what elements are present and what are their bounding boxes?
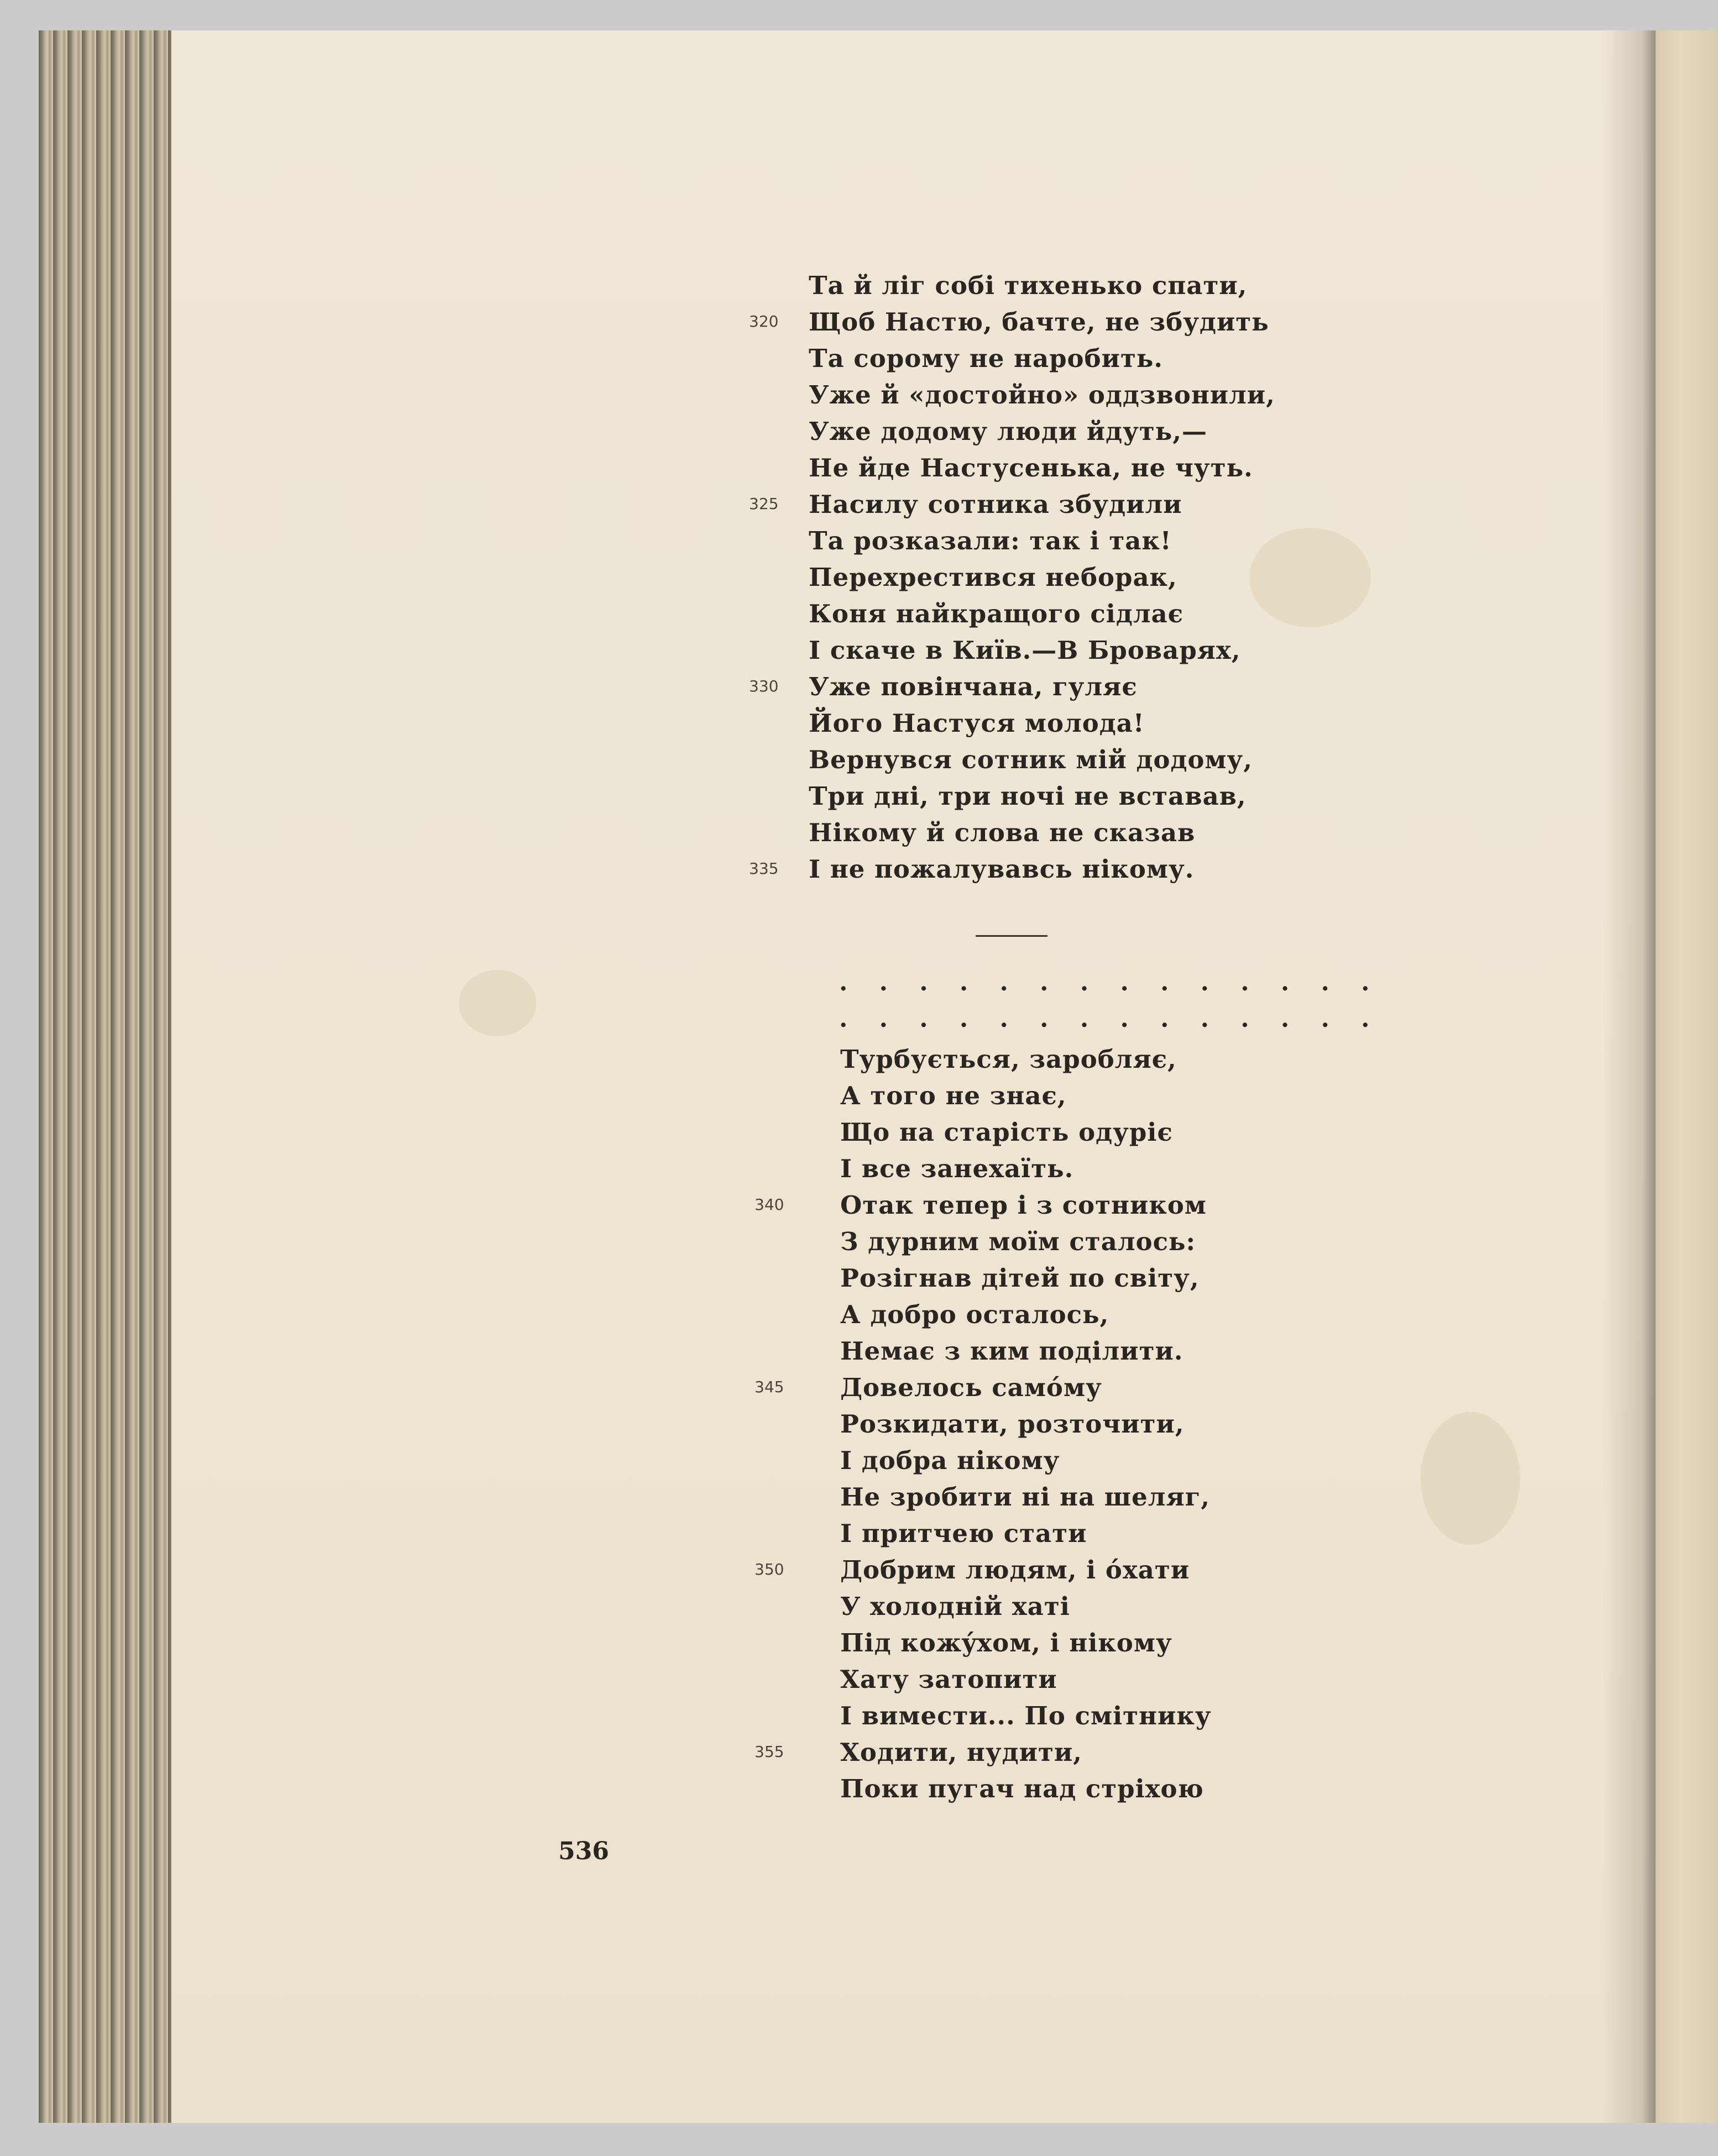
poem-line: Та й ліг собі тихенько спати,: [809, 271, 1248, 300]
line-number: 320: [749, 312, 779, 331]
poem-line: Довелось самóму: [840, 1373, 1102, 1402]
omission-dots: . . . . . . . . . . . . . .: [839, 1005, 1381, 1033]
poem-line: Під кожýхом, і нікому: [840, 1628, 1172, 1657]
poem-line: Добрим людям, і óхати: [840, 1555, 1190, 1585]
poem-line: Розігнав дітей по світу,: [840, 1263, 1200, 1293]
page-number: 536: [558, 1837, 609, 1865]
line-number: 325: [749, 495, 779, 513]
poem-line: Щоб Настю, бачте, не збудить: [809, 307, 1269, 337]
poem-line: І все занехаїть.: [840, 1154, 1074, 1183]
omission-dots: . . . . . . . . . . . . . .: [839, 968, 1381, 996]
poem-line: Та сорому не наробить.: [809, 344, 1164, 373]
poem-line: Що на старість одуріє: [840, 1118, 1173, 1147]
line-number: 355: [755, 1743, 784, 1761]
poem-line: Його Настуся молода!: [809, 709, 1145, 738]
poem-line: Вернувся сотник мій додому,: [809, 745, 1253, 774]
poem-line: Та розказали: так і так!: [809, 526, 1172, 555]
poem-line: І вимести... По смітнику: [840, 1701, 1212, 1730]
poem-line: І притчею стати: [840, 1519, 1087, 1548]
poem-line: Ходити, нудити,: [840, 1738, 1082, 1767]
poem-line: Отак тепер і з сотником: [840, 1190, 1207, 1220]
poem-line: Уже додому люди йдуть,—: [809, 417, 1208, 446]
poem-line: А добро осталось,: [840, 1300, 1109, 1329]
poem-line: Хату затопити: [840, 1665, 1057, 1694]
poem-line: І не пожалувавсь нікому.: [809, 854, 1195, 884]
line-number: 350: [755, 1560, 784, 1578]
poem-line: Уже повінчана, гуляє: [809, 672, 1138, 701]
poem-line: Три дні, три ночі не вставав,: [809, 781, 1246, 811]
poem-line: Не зробити ні на шеляг,: [840, 1482, 1210, 1512]
poem-line: Коня найкращого сідлає: [809, 599, 1184, 628]
line-number: 340: [755, 1195, 784, 1214]
poem-line: З дурним моїм сталось:: [840, 1227, 1196, 1256]
poem-line: Поки пугач над стріхою: [840, 1774, 1204, 1803]
poem-line: У холодній хаті: [840, 1592, 1070, 1621]
poem-line: І скаче в Київ.—В Броварях,: [809, 636, 1241, 665]
poem-line: Розкидати, розточити,: [840, 1409, 1185, 1439]
poem-line: Уже й «достойно» оддзвонили,: [809, 380, 1275, 410]
line-number: 330: [749, 677, 779, 695]
poem-line: І добра нікому: [840, 1446, 1060, 1475]
poem-line: Перехрестився неборак,: [809, 563, 1177, 592]
poem-line: Насилу сотника збудили: [809, 490, 1182, 519]
section-divider: [976, 935, 1047, 937]
line-number: 335: [749, 859, 779, 878]
poem-line: Нікому й слова не сказав: [809, 818, 1196, 847]
poem-line: Турбується, заробляє,: [840, 1045, 1177, 1074]
poem-line: Немає з ким поділити.: [840, 1336, 1183, 1366]
poem-line: А того не знає,: [840, 1081, 1067, 1110]
poem-line: Не йде Настусенька, не чуть.: [809, 453, 1253, 482]
line-number: 345: [755, 1378, 784, 1396]
